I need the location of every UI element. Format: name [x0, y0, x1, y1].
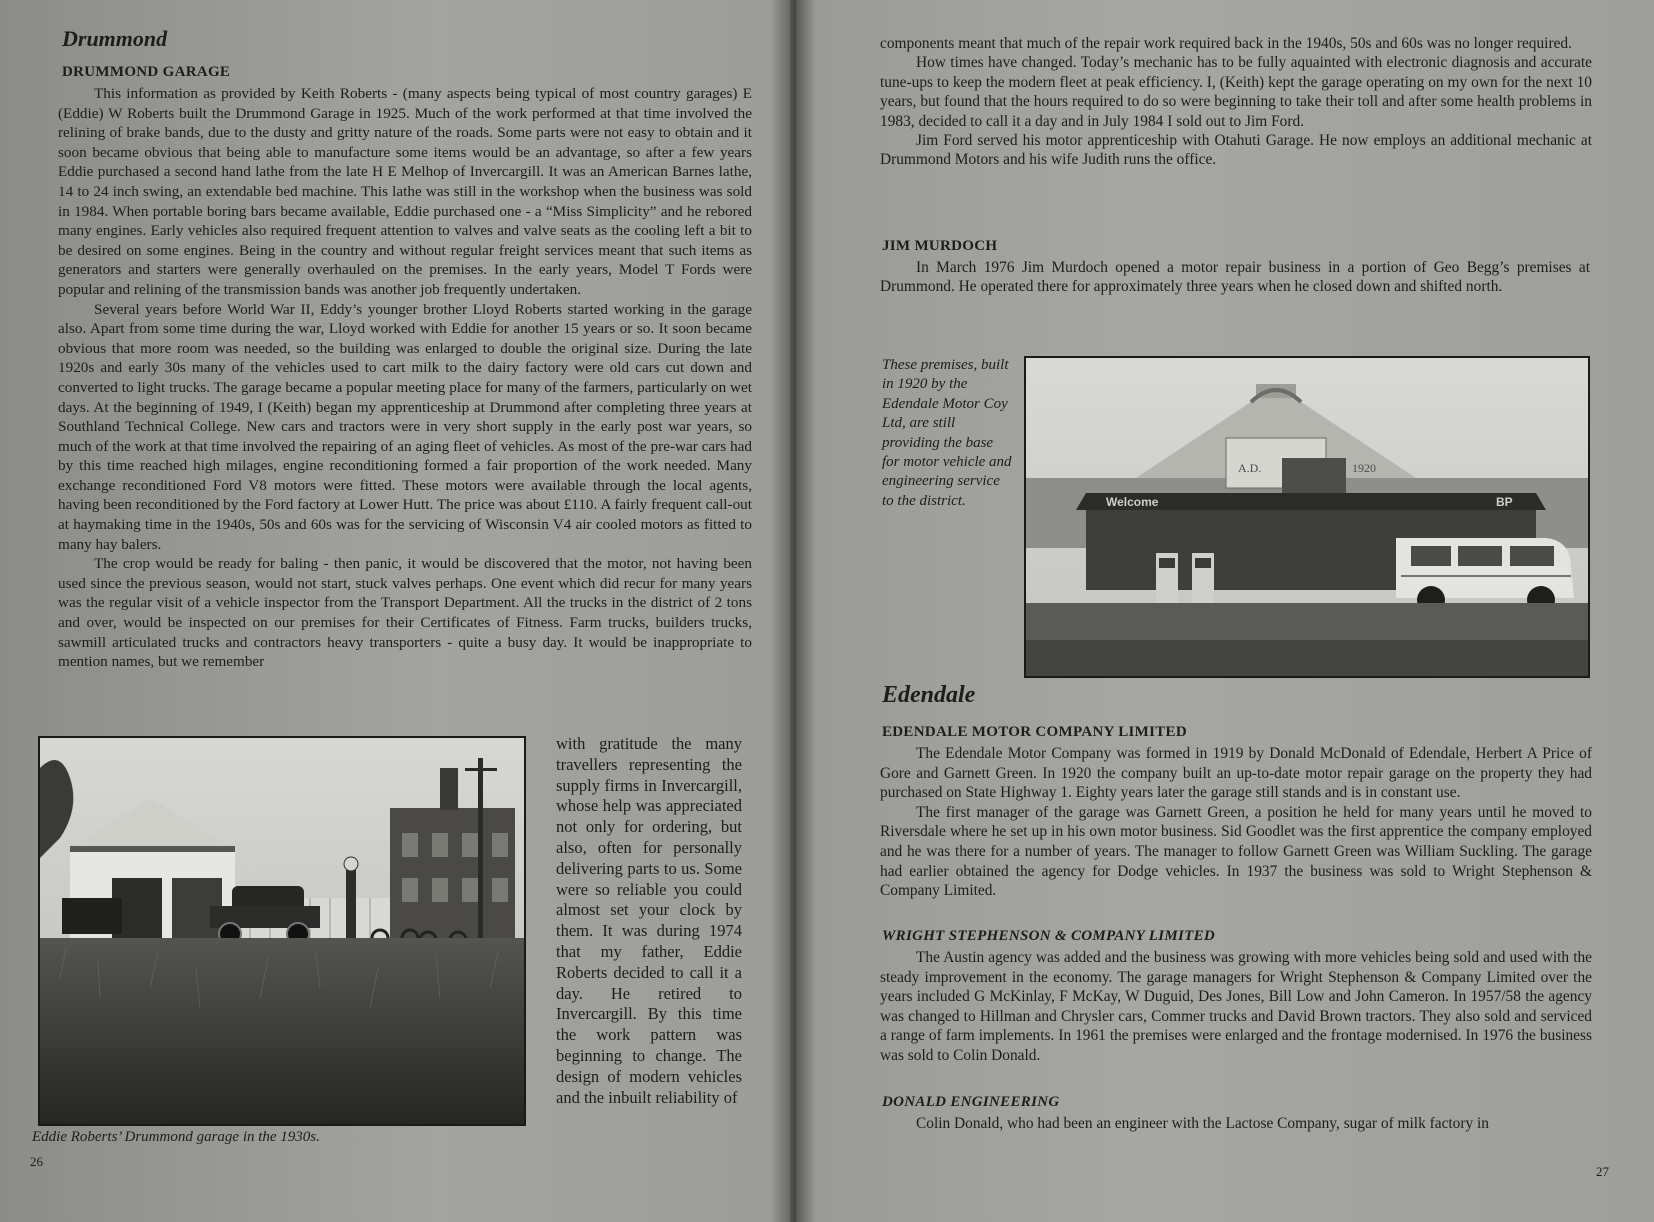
paragraph: Several years before World War II, Eddy’s younger brother Lloyd Roberts started working in the garage also. Apart from some time during the war, Lloyd worked with Eddie for another 15 years or so. It soon became obvious that more room was needed, so the building was enlarged to double the original size. During the late 1920s and early 30s many of the vehicles used to cart milk to the dairy factory were old cars cut down and converted to light trucks. The garage became a popular meeting place for many of the farmers, particularly on wet days. At the beginning of 1949, I (Keith) began my apprenticeship at Drummond after completing three years at Southland Technical College. New cars and tractors were in very short supply in the early post war years, so much of the work at that time involved the repairing of an aging fleet of vehicles. As most of the pre-war cars had by this time reached high milages, engine reconditioning formed a fair proportion of the work needed. Many exchange reconditioned Ford V8 motors were fitted. These motors were available through the local agents, having been reconditioned by the Ford factory at Lower Hutt. The price was about £110. A fairly frequent call-out at haymaking time in the 1940s, 50s and 60s was for the servicing of Wisconsin V4 air cooled motors as fitted to many hay balers.: [58, 300, 752, 553]
heading-edendale-motor-company: EDENDALE MOTOR COMPANY LIMITED: [882, 724, 1187, 740]
page-number: 26: [30, 1154, 43, 1169]
edendale-text: [880, 744, 1592, 901]
wright-stephenson-text: [880, 948, 1592, 1066]
gable-label-left: A.D.: [1238, 461, 1262, 475]
paragraph: The crop would be ready for baling - then panic, it would be discovered that the motor, not having been used since the previous season, would not start, stuck valves perhaps. One event which did recur for many years was the regular visit of a vehicle inspector from the Transport Department. All the trucks in the district of 2 tons and over, would be inspected on our premises for their Certificates of Fitness. Farm trucks, builders trucks, sawmill articulated trucks and contractors heavy transporters - quite a busy day. It would be inappropriate to mention names, but we remember: [58, 555, 752, 671]
paragraph: components meant that much of the repair work required back in the 1940s, 50s and 60s was no longer required.: [880, 35, 1572, 52]
paragraph: In March 1976 Jim Murdoch opened a motor repair business in a portion of Geo Begg’s premises at Drummond. He operated there for approximately three years when he closed down and shifted north.: [880, 259, 1590, 296]
drummond-photo-caption: Eddie Roberts’ Drummond garage in the 1930s.: [32, 1129, 320, 1145]
section-title-drummond: Drummond: [62, 26, 168, 51]
paragraph: The Edendale Motor Company was formed in 1919 by Donald McDonald of Edendale, Herbert A Price of Gore and Garnett Green. In 1920 the company built an up-to-date motor repair garage on the property they had purchased on State Highway 1. Eighty years later the garage still stands and is in constant use.: [880, 745, 1592, 802]
garage-photo-image: [40, 738, 524, 1124]
murdoch-text: [880, 258, 1590, 297]
paragraph: with gratitude the many travellers representing the supply firms in Invercargill, whose help was appreciated not only for ordering, but also, often for personally delivering parts to us. Some were so reliable you could almost set your clock by them. It was during 1974 that my father, Eddie Roberts decided to call it a day. He retired to Invercargill. By this time the work pattern was beginning to change. The design of modern vehicles and the inbuilt reliability of: [556, 734, 742, 1107]
paragraph: This information as provided by Keith Roberts - (many aspects being typical of most country garages) E (Eddie) W Roberts built the Drummond Garage in 1925. Much of the work performed at that time involved the relining of brake bands, due to the dusty and gritty nature of the roads. Some parts were not easy to obtain and it soon became obvious that being able to manufacture some items would be an advantage, so after a few years Eddie purchased a second hand lathe from the late H E Melhop of Invercargill. It was an American Barnes lathe, 14 to 24 inch swing, an extendable bed machine. This lathe was still in the workshop when the business was sold in 1984. When portable boring bars became available, Eddie purchased one - a “Miss Simplicity” and he rebored many engines. Early vehicles also required frequent attention to valves and valve seats as the cooling left a bit to be desired on some engines. Being in the country and without regular freight services meant that such items as generators and starters were generally overhauled on the premises. In the early years, Model T Fords were popular and relining of the transmission bands was another job frequently undertaken.: [58, 85, 752, 298]
drummond-side-text: [556, 734, 742, 1108]
heading-jim-murdoch: JIM MURDOCH: [882, 238, 998, 254]
paragraph: The first manager of the garage was Garnett Green, a position he held for many years until he moved to Riversdale where he set up in his own motor business. Sid Goodlet was the first apprentice the company employed and he was there for a number of years. The manager to follow Garnett Green was William Suckling. The garage had earlier obtained the agency for Dodge vehicles. In 1937 the business was sold to Wright Stephenson & Company Limited.: [880, 803, 1592, 900]
drummond-body-text: [58, 84, 752, 672]
canopy-label-right: BP: [1496, 495, 1513, 509]
gable-label-right: 1920: [1352, 461, 1376, 475]
drummond-continued-text: [880, 34, 1592, 170]
page-number: 27: [1596, 1164, 1609, 1179]
edendale-photo-image: [1026, 358, 1588, 676]
paragraph: Jim Ford served his motor apprenticeship with Otahuti Garage. He now employs an additional mechanic at Drummond Motors and his wife Judith runs the office.: [880, 132, 1592, 169]
edendale-photo-caption: These premises, built in 1920 by the Edendale Motor Coy Ltd, are still providing the base for motor vehicle and engineering service to the district.: [882, 357, 1012, 509]
paragraph: The Austin agency was added and the business was growing with more vehicles being sold and used with the steady improvement in the economy. The garage managers for Wright Stephenson & Company Limited over the years included G McKinlay, F McKay, W Duguid, Des Jones, Bill Low and John Cameron. In 1957/58 the agency was changed to Hillman and Chrysler cars, Commer trucks and David Brown tractors. They also sold and serviced a range of farm implements. In 1961 the premises were enlarged and the frontage modernised. In 1976 the business was sold to Colin Donald.: [880, 949, 1592, 1064]
paragraph: Colin Donald, who had been an engineer with the Lactose Company, sugar of milk factory in: [916, 1115, 1490, 1132]
edendale-garage-photo: [1024, 356, 1590, 678]
heading-drummond-garage: DRUMMOND GARAGE: [62, 64, 231, 80]
drummond-garage-photo: [38, 736, 526, 1126]
book-gutter: [770, 0, 816, 1222]
canopy-label-left: Welcome: [1106, 495, 1159, 509]
heading-wright-stephenson: WRIGHT STEPHENSON & COMPANY LIMITED: [882, 928, 1216, 944]
donald-engineering-text: [880, 1114, 1592, 1134]
right-page: [796, 0, 1654, 1222]
heading-donald-engineering: DONALD ENGINEERING: [882, 1094, 1060, 1110]
paragraph: How times have changed. Today’s mechanic has to be fully aquainted with electronic diagnosis and accurate tune-ups to keep the modern fleet at peak efficiency. I, (Keith) kept the garage operating on my own for the next 10 years, but found that the hours required to do so were beginning to take their toll and after some health problems in 1983, decided to call it a day and in July 1984 I sold out to Jim Ford.: [880, 54, 1592, 130]
left-page: [0, 0, 790, 1222]
section-title-edendale: Edendale: [882, 682, 976, 708]
